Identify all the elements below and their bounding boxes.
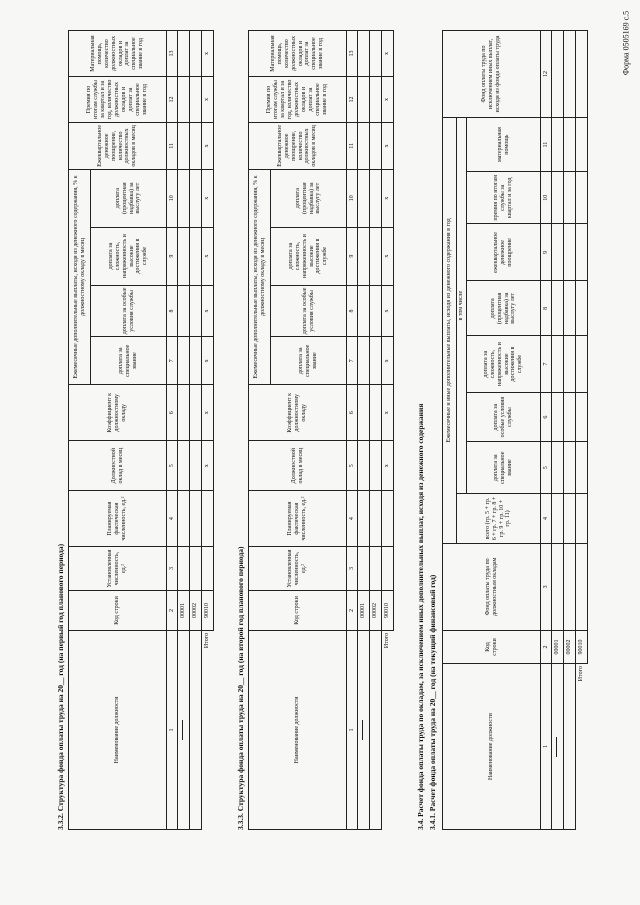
total-label: Итого [204,632,211,649]
hdr-name: Наименование должности [69,630,167,829]
col-num: 5 [541,442,552,494]
col-num: 9 [167,227,178,285]
hdr-quart: ежеквартальное денежное поощрение [467,224,541,281]
table-row [370,31,382,830]
total-label: Итого [384,632,391,649]
hdr-fot: Фонд оплаты труда по должностным окладам [443,543,541,630]
dash-mark [362,720,363,740]
section-2-title: 3.3.3. Структура фонда оплаты труда на 20__ год (на второй год планового периода) [236,546,245,830]
col-num: 1 [347,630,358,829]
total-row [382,31,394,830]
col-num: 5 [167,441,178,491]
col-num: 10 [167,169,178,227]
hdr-incl: в том числе [457,118,467,494]
col-num: 6 [541,392,552,441]
hdr-cond: доплата за особые условия службы [91,285,167,337]
hdr-nonrep: доплата за сложность, напряженность и высокие достижения в службе [467,336,541,393]
hdr-coef: Коэффициент к должностному окладу [69,385,167,441]
x-mark: x [202,285,214,337]
hdr-name: Наименование должности [443,664,541,830]
table-row [564,31,576,830]
code-cell: 00002 [564,630,576,663]
hdr-salary: Должностной оклад в месяц [69,441,167,491]
col-num: 13 [167,31,178,77]
table-3-4-1 [442,30,588,830]
hdr-coef: Коэффициент к должностному окладу [249,385,347,441]
col-num: 11 [347,123,358,170]
table-3-3-2 [68,30,214,830]
col-num: 3 [541,543,552,630]
code-cell: 00002 [370,591,382,631]
form-number: Форма 0505169 с.5 [621,10,631,76]
col-num: 7 [347,337,358,385]
hdr-nonrep: доплата за сложность, напряженность и высокие достижения в службе [271,227,347,285]
name-cell[interactable] [564,664,576,830]
total-code: 90010 [202,591,214,631]
col-num: 2 [347,591,358,631]
col-num: 4 [347,491,358,547]
hdr-name: Наименование должности [249,630,347,829]
col-num: 11 [541,118,552,172]
hdr-code: Код строки [443,630,541,663]
col-num: 13 [347,31,358,77]
col-num: 3 [347,547,358,591]
hdr-special: доплата за специальное звание [91,337,167,385]
hdr-total: всего (гр. 5 + гр. 6 + гр. 7 + гр. 8 + гр. 9 + гр. 10 + гр. 11) [457,494,541,543]
section-1-title: 3.3.2. Структура фонда оплаты труда на 20__ год (на первый год планового периода) [56,543,65,830]
hdr-percent: доплата (процентная надбавка) за выслугу лет [467,281,541,336]
hdr-mat: материальная помощь [467,118,541,172]
dash-mark [556,737,557,757]
col-num: 5 [347,441,358,491]
x-mark: x [202,337,214,385]
col-num: 8 [347,285,358,337]
x-mark: x [382,77,394,123]
code-cell: 00001 [358,591,370,631]
dash-mark [182,720,183,740]
col-num: 2 [541,630,552,663]
code-cell: 00001 [178,591,190,631]
total-code: 90010 [576,630,588,663]
col-num: 10 [347,169,358,227]
col-num: 12 [541,31,552,118]
col-num: 6 [347,385,358,441]
hdr-quart: Ежеквартальное денежное поощрение, количество должностных окладов в месяц [69,123,167,170]
hdr-other: Фонд оплаты труда по исключением иных выплат, исходя из фонда оплаты труда [443,31,541,118]
table-row [190,31,202,830]
x-mark: x [382,31,394,77]
hdr-cond: доплата за особые условия службы [467,392,541,441]
col-num: 9 [541,224,552,281]
hdr-prize: премия по итогам службы за квартал и за год [467,172,541,224]
hdr-special: доплата за специальное звание [467,442,541,494]
hdr-mat: Материальная помощь, количество должностных окладов и доплат за специальное звание в год [69,31,167,77]
hdr-plan: Планируемая фактическая численность, ед.² [69,491,167,547]
hdr-nonrep: доплата за сложность, напряженность и высокие достижения в службе [91,227,167,285]
name-cell[interactable] [552,664,564,830]
col-num: 12 [167,77,178,123]
hdr-code: Код строки [69,591,167,631]
hdr-prize: Премия по итогам службы за квартал и за год, количество должностных окладов и доплат за специальное звание в год [249,77,347,123]
x-mark: x [382,385,394,441]
total-row [576,31,588,830]
hdr-staff: Установленная численность, ед.² [69,547,167,591]
hdr-monthly: Ежемесячные дополнительные выплаты, исходя из денежного содержания, % к должностному окладу в месяц [249,169,271,385]
x-mark: x [382,169,394,227]
col-num: 9 [347,227,358,285]
col-num: 4 [167,491,178,547]
hdr-cond: доплата за особые условия службы [271,285,347,337]
col-num: 7 [541,336,552,393]
table-3-3-3 [248,30,394,830]
x-mark: x [382,441,394,491]
total-label: Итого [578,666,585,682]
col-num: 7 [167,337,178,385]
hdr-mat: Материальная помощь, количество должностных окладов и доплат за специальное звание в год [249,31,347,77]
hdr-monthly: Ежемесячные и иные дополнительные выплаты, исходя из денежного содержания в год [443,118,457,544]
table-row [178,31,190,830]
section-3-subtitle: 3.4.1. Расчет фонда оплаты труда на 20__ год (на текущий финансовый год) [428,574,437,830]
table-row [552,31,564,830]
x-mark: x [202,441,214,491]
rotated-content [56,20,616,830]
total-code: 90010 [382,591,394,631]
name-cell[interactable] [190,630,202,829]
x-mark: x [382,123,394,170]
x-mark: x [202,227,214,285]
col-num: 11 [167,123,178,170]
hdr-prize: Премия по итогам службы за квартал и за год, количество должностных окладов и доплат за специальное звание в год [69,77,167,123]
hdr-code: Код строки [249,591,347,631]
col-num: 12 [347,77,358,123]
table-row [358,31,370,830]
col-num: 1 [541,664,552,830]
col-num: 8 [541,281,552,336]
hdr-quart: Ежеквартальное денежное поощрение, количество должностных окладов в месяц [249,123,347,170]
x-mark: x [202,123,214,170]
hdr-special: доплата за специальное звание [271,337,347,385]
x-mark: x [202,385,214,441]
hdr-percent: доплата (процентная надбавка) за выслугу лет [271,169,347,227]
code-cell: 00002 [190,591,202,631]
x-mark: x [202,77,214,123]
col-num: 1 [167,630,178,829]
hdr-monthly: Ежемесячные дополнительные выплаты, исходя из денежного содержания, % к должностному окладу в месяц [69,169,91,385]
x-mark: x [202,169,214,227]
col-num: 10 [541,172,552,224]
x-mark: x [382,337,394,385]
hdr-plan: Планируемая фактическая численность, ед.² [249,491,347,547]
col-num: 6 [167,385,178,441]
col-num: 4 [541,494,552,543]
x-mark: x [202,31,214,77]
name-cell[interactable] [178,630,190,829]
x-mark: x [382,227,394,285]
code-cell: 00001 [552,630,564,663]
col-num: 3 [167,547,178,591]
hdr-percent: доплата (процентная надбавка) за выслугу лет [91,169,167,227]
col-num: 8 [167,285,178,337]
section-3-title: 3.4. Расчет фонда оплаты труда по окладам, за исключением иных дополнительных выплат, исходя из денежного содержания [416,403,425,830]
hdr-salary: Должностной оклад в месяц [249,441,347,491]
hdr-staff: Установленная численность, ед.² [249,547,347,591]
col-num: 2 [167,591,178,631]
name-cell[interactable] [358,630,370,829]
x-mark: x [382,285,394,337]
name-cell[interactable] [370,630,382,829]
total-row [202,31,214,830]
